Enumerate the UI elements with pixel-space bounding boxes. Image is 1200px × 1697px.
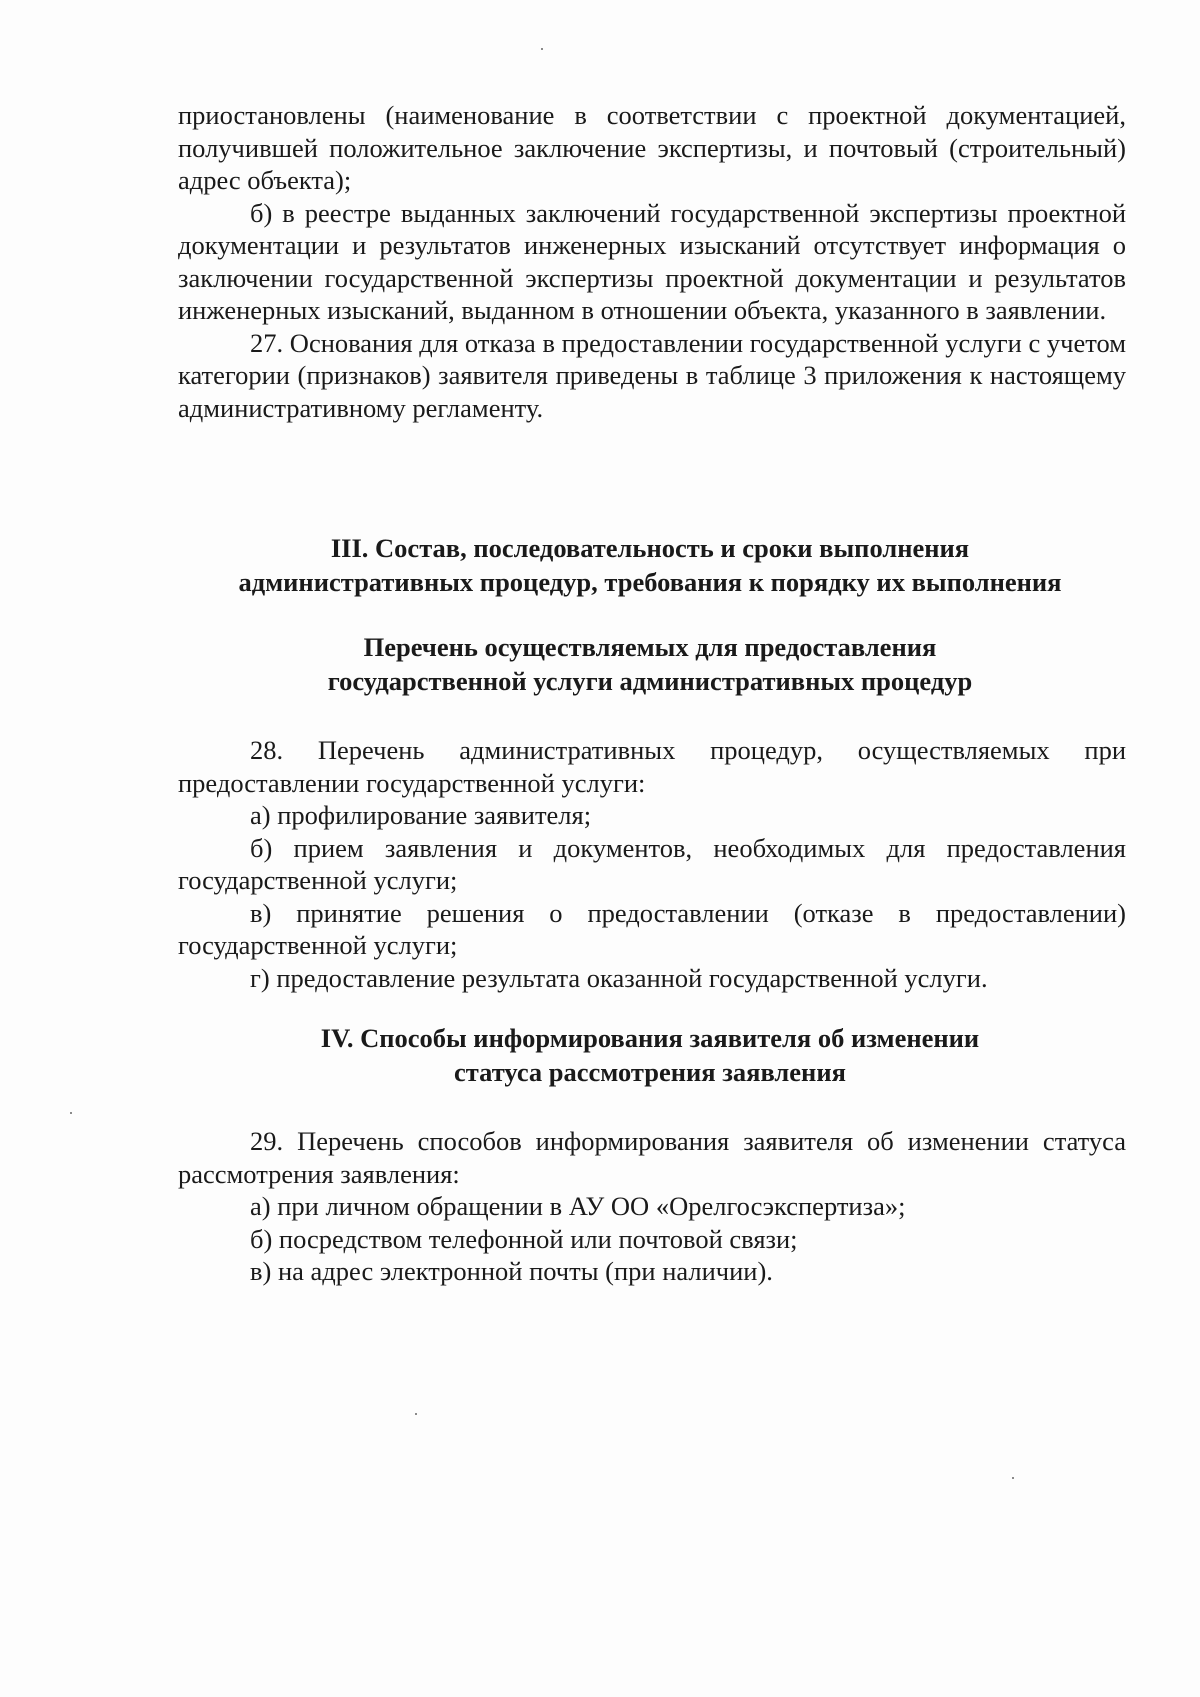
list-item: б) посредством телефонной или почтовой связи; <box>250 1223 798 1254</box>
paragraph-continuation: приостановлены (наименование в соответствии с проектной документацией, получившей положительное заключение экспертизы, и почтовый (строительный) адрес объекта); <box>178 100 1126 195</box>
subsection-heading <box>150 630 1150 698</box>
section-4-heading <box>150 1021 1150 1089</box>
scan-speck <box>541 48 543 50</box>
list-item: б) прием заявления и документов, необходимых для предоставления государственной услуги; <box>178 832 1126 895</box>
paragraph-b: б) в реестре выданных заключений государственной экспертизы проектной документации и результатов инженерных изысканий отсутствует информация о заключении государственной экспертизы проектной документации и результатов инженерных изысканий, выданном в отношении объекта, указанного в заявлении. <box>178 197 1126 325</box>
heading-line: статуса рассмотрения заявления <box>454 1057 846 1087</box>
paragraph-29: 29. Перечень способов информирования заявителя об изменении статуса рассмотрения заявления: <box>178 1126 1126 1189</box>
list-item: в) на адрес электронной почты (при наличии). <box>250 1256 773 1286</box>
paragraph-28: 28. Перечень административных процедур, осуществляемых при предоставлении государственной услуги: <box>178 735 1126 798</box>
heading-line: IV. Способы информирования заявителя об изменении <box>320 1023 980 1053</box>
scan-speck <box>1012 1477 1014 1479</box>
section-3-heading <box>150 531 1150 599</box>
top-text-block <box>178 99 1126 424</box>
heading-line: Перечень осуществляемых для предоставления <box>363 632 937 662</box>
heading-line: государственной услуги административных процедур <box>327 666 973 696</box>
scan-speck <box>70 1112 72 1114</box>
list-item: а) при личном обращении в АУ ОО «Орелгосэкспертиза»; <box>250 1191 906 1221</box>
scan-speck <box>415 1413 417 1415</box>
heading-line: III. Состав, последовательность и сроки выполнения <box>330 533 970 563</box>
list-item: в) принятие решения о предоставлении (отказе в предоставлении) государственной услуги; <box>178 897 1126 960</box>
item-28-block <box>178 734 1126 994</box>
list-item: а) профилирование заявителя; <box>250 800 592 830</box>
list-item: г) предоставление результата оказанной государственной услуги. <box>250 962 988 993</box>
heading-line: административных процедур, требования к порядку их выполнения <box>238 567 1062 597</box>
paragraph-27: 27. Основания для отказа в предоставлении государственной услуги с учетом категории (признаков) заявителя приведены в таблице 3 приложения к настоящему административному регламенту. <box>178 327 1126 423</box>
item-29-block <box>178 1125 1126 1288</box>
